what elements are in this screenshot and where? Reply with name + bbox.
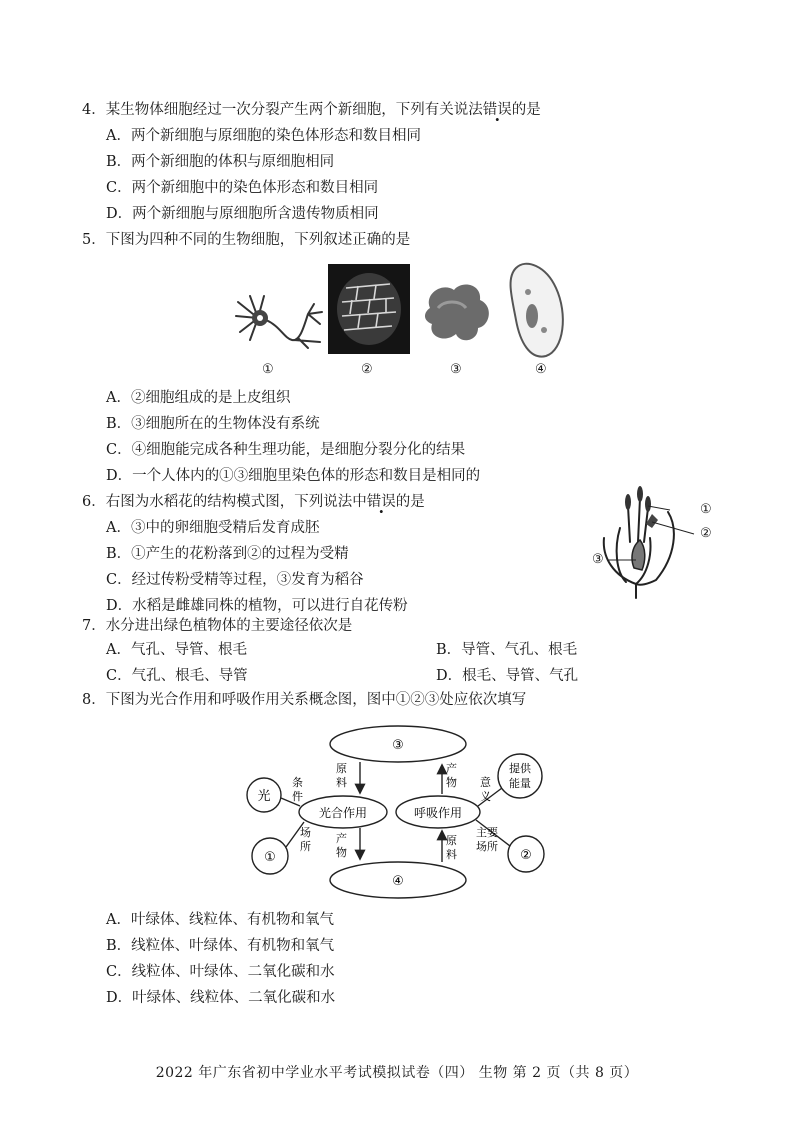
- neuron-cell-figure: [228, 282, 328, 354]
- diagram-condition-l2: 件: [292, 790, 303, 803]
- q5-label-3: ③: [450, 362, 462, 377]
- q5-option-b: B．③细胞所在的生物体没有系统: [106, 416, 320, 432]
- q6-label-3: ③: [592, 552, 604, 567]
- diagram-blank-1: ①: [264, 850, 276, 865]
- diagram-raw1-l2: 料: [336, 776, 347, 789]
- q6-option-b: B．①产生的花粉落到②的过程为受精: [106, 546, 349, 562]
- q8-option-b: B．线粒体、叶绿体、有机物和氧气: [106, 938, 335, 954]
- q8-option-c: C．线粒体、叶绿体、二氧化碳和水: [106, 964, 335, 980]
- q7-option-d: D．根毛、导管、气孔: [436, 668, 579, 684]
- diagram-energy-line2: 能量: [509, 777, 531, 790]
- q7-option-a: A．气孔、导管、根毛: [106, 642, 247, 658]
- q4-option-b: B．两个新细胞的体积与原细胞相同: [106, 154, 335, 170]
- q8-option-d: D．叶绿体、线粒体、二氧化碳和水: [106, 990, 336, 1006]
- q6-option-c: C．经过传粉受精等过程，③发育为稻谷: [106, 572, 364, 588]
- epidermal-cell-figure: [328, 264, 410, 354]
- page-footer: 2022 年广东省初中学业水平考试模拟试卷（四） 生物 第 2 页（共 8 页）: [155, 1065, 639, 1081]
- diagram-respiration: 呼吸作用: [413, 806, 463, 820]
- diagram-meaning-l1: 意: [480, 776, 491, 789]
- diagram-prod1-l2: 物: [336, 846, 347, 859]
- diagram-site-l1: 场: [300, 826, 311, 839]
- diagram-raw2-l2: 料: [446, 848, 457, 861]
- q5-option-a: A．②细胞组成的是上皮组织: [106, 390, 291, 406]
- diagram-site-l2: 所: [300, 840, 311, 853]
- diagram-raw2-l1: 原: [446, 834, 457, 847]
- q8-option-a: A．叶绿体、线粒体、有机物和氧气: [106, 912, 334, 928]
- diagram-blank-2: ②: [520, 848, 532, 863]
- q7-stem: 7．水分进出绿色植物体的主要途径依次是: [82, 618, 353, 634]
- diagram-prod2-l2: 物: [446, 776, 457, 789]
- diagram-bottom-label: ④: [392, 874, 404, 889]
- q4-stem: 4．某生物体细胞经过一次分裂产生两个新细胞，下列有关说法错误的是: [82, 102, 541, 118]
- q6-label-1: ①: [700, 502, 712, 517]
- rice-flower-figure: [586, 484, 716, 604]
- q7-option-c: C．气孔、根毛、导管: [106, 668, 248, 684]
- q6-option-a: A．③中的卵细胞受精后发育成胚: [106, 520, 320, 536]
- q4-option-c: C．两个新细胞中的染色体形态和数目相同: [106, 180, 379, 196]
- diagram-top-label: ③: [392, 738, 404, 753]
- paramecium-cell-figure: [502, 258, 574, 362]
- q6-label-2: ②: [700, 526, 712, 541]
- q5-label-2: ②: [361, 362, 373, 377]
- diagram-energy-line1: 提供: [509, 762, 531, 775]
- q5-option-c: C．④细胞能完成各种生理功能，是细胞分裂分化的结果: [106, 442, 466, 458]
- q5-option-d: D．一个人体内的①③细胞里染色体的形态和数目是相同的: [106, 468, 481, 484]
- diagram-meaning-l2: 义: [480, 790, 491, 803]
- q6-stem: 6．右图为水稻花的结构模式图，下列说法中错误的是: [82, 494, 425, 510]
- diagram-light: 光: [257, 789, 271, 804]
- diagram-prod1-l1: 产: [336, 832, 347, 845]
- diagram-main-site-l2: 场所: [476, 840, 498, 853]
- diagram-main-site-l1: 主要: [476, 826, 498, 839]
- q7-option-b: B．导管、气孔、根毛: [436, 642, 578, 658]
- q5-label-1: ①: [262, 362, 274, 377]
- diagram-photosynthesis: 光合作用: [318, 806, 368, 820]
- amoeba-cell-figure: [420, 278, 496, 348]
- diagram-raw1-l1: 原: [336, 762, 347, 775]
- diagram-condition-l1: 条: [292, 776, 303, 789]
- q8-stem: 8．下图为光合作用和呼吸作用关系概念图，图中①②③处应依次填写: [82, 692, 527, 708]
- diagram-prod2-l1: 产: [446, 762, 457, 775]
- q5-stem: 5．下图为四种不同的生物细胞，下列叙述正确的是: [82, 232, 411, 248]
- q4-option-d: D．两个新细胞与原细胞所含遗传物质相同: [106, 206, 379, 222]
- photosynthesis-respiration-diagram: [230, 720, 570, 910]
- q5-label-4: ④: [535, 362, 547, 377]
- q6-option-d: D．水稻是雌雄同株的植物，可以进行自花传粉: [106, 598, 408, 614]
- q4-option-a: A．两个新细胞与原细胞的染色体形态和数目相同: [106, 128, 421, 144]
